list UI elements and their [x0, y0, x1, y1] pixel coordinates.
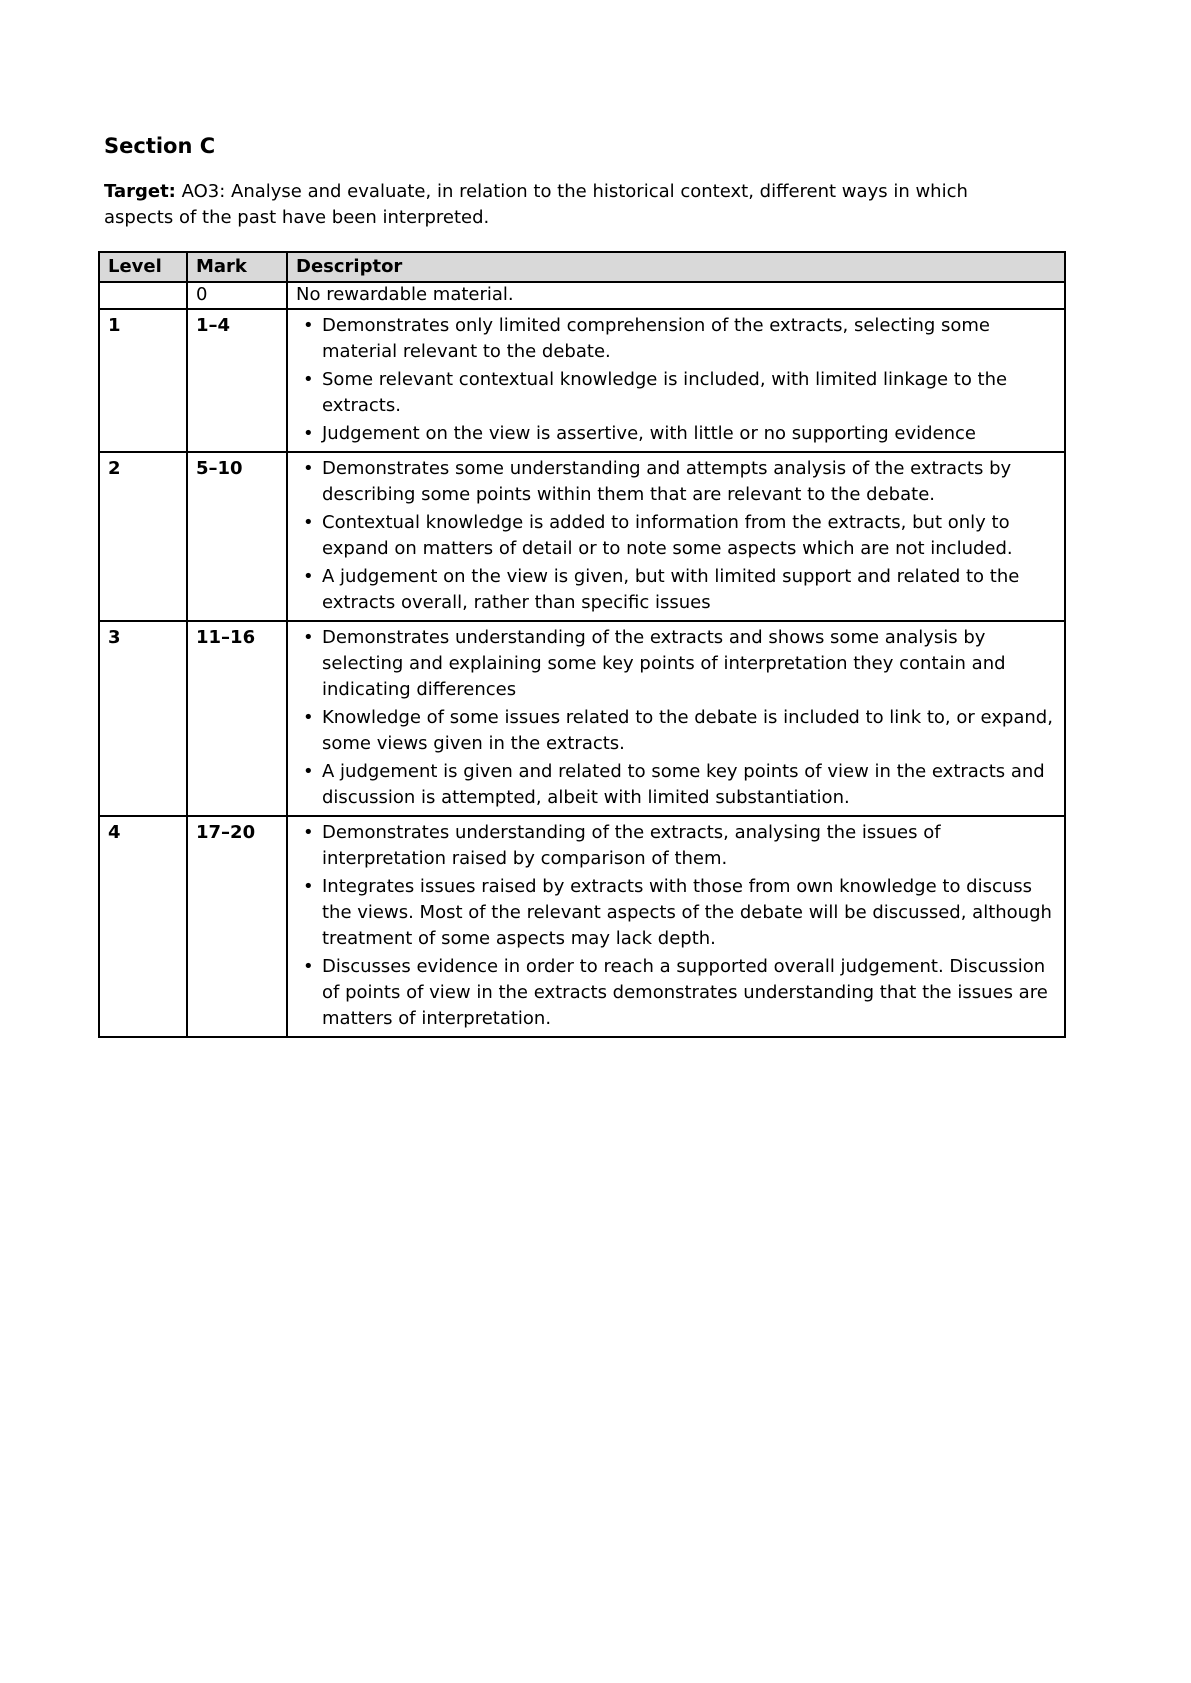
- descriptor-cell: [287, 309, 1065, 452]
- descriptor-bullet: • Demonstrates some understanding and attempts analysis of the extracts by describing some points within them that are relevant to the debate.: [296, 456, 1054, 508]
- target-text: AO3: Analyse and evaluate, in relation to the historical context, different ways in which aspects of the past have been interpreted.: [104, 181, 968, 228]
- column-header-level: Level: [99, 252, 187, 282]
- target-label: Target:: [104, 181, 176, 202]
- table-row: [99, 309, 1065, 452]
- table-row: [99, 816, 1065, 1037]
- descriptor-bullet: • A judgement on the view is given, but with limited support and related to the extracts overall, rather than specific issues: [296, 564, 1054, 616]
- descriptor-bullet-list: [296, 820, 1054, 1032]
- descriptor-bullet: • A judgement is given and related to some key points of view in the extracts and discussion is attempted, albeit with limited substantiation.: [296, 759, 1054, 811]
- descriptor-cell: [287, 621, 1065, 816]
- level-cell: [99, 282, 187, 309]
- table-row: [99, 621, 1065, 816]
- mark-cell: 1–4: [187, 309, 287, 452]
- mark-cell: 0: [187, 282, 287, 309]
- descriptor-bullet: • Judgement on the view is assertive, with little or no supporting evidence: [296, 421, 1054, 447]
- table-row: [99, 452, 1065, 621]
- descriptor-bullet: • Knowledge of some issues related to the debate is included to link to, or expand, some views given in the extracts.: [296, 705, 1054, 757]
- descriptor-bullet: • Discusses evidence in order to reach a supported overall judgement. Discussion of points of view in the extracts demonstrates understanding that the issues are matters of interpretation.: [296, 954, 1054, 1032]
- mark-cell: 5–10: [187, 452, 287, 621]
- descriptor-bullet: • Integrates issues raised by extracts with those from own knowledge to discuss the views. Most of the relevant aspects of the debate will be discussed, although treatment of some aspects may lack depth.: [296, 874, 1054, 952]
- descriptor-cell: [287, 816, 1065, 1037]
- level-cell: 1: [99, 309, 187, 452]
- column-header-descriptor: Descriptor: [287, 252, 1065, 282]
- target-paragraph: [104, 179, 1019, 231]
- descriptor-bullet: • Demonstrates understanding of the extracts, analysing the issues of interpretation raised by comparison of them.: [296, 820, 1054, 872]
- descriptor-bullet: • Some relevant contextual knowledge is included, with limited linkage to the extracts.: [296, 367, 1054, 419]
- descriptor-cell: [287, 452, 1065, 621]
- descriptor-bullet: • Demonstrates only limited comprehension of the extracts, selecting some material relevant to the debate.: [296, 313, 1054, 365]
- mark-scheme-table: [98, 251, 1066, 1038]
- descriptor-bullet: • Demonstrates understanding of the extracts and shows some analysis by selecting and explaining some key points of interpretation they contain and indicating differences: [296, 625, 1054, 703]
- level-cell: 3: [99, 621, 187, 816]
- mark-cell: 17–20: [187, 816, 287, 1037]
- descriptor-cell: No rewardable material.: [287, 282, 1065, 309]
- descriptor-bullet-list: [296, 625, 1054, 811]
- descriptor-bullet-list: [296, 456, 1054, 616]
- descriptor-bullet: • Contextual knowledge is added to information from the extracts, but only to expand on matters of detail or to note some aspects which are not included.: [296, 510, 1054, 562]
- level-cell: 4: [99, 816, 187, 1037]
- level-cell: 2: [99, 452, 187, 621]
- table-header-row: [99, 252, 1065, 282]
- column-header-mark: Mark: [187, 252, 287, 282]
- table-row: [99, 282, 1065, 309]
- mark-cell: 11–16: [187, 621, 287, 816]
- page-title: Section C: [104, 134, 216, 158]
- descriptor-bullet-list: [296, 313, 1054, 447]
